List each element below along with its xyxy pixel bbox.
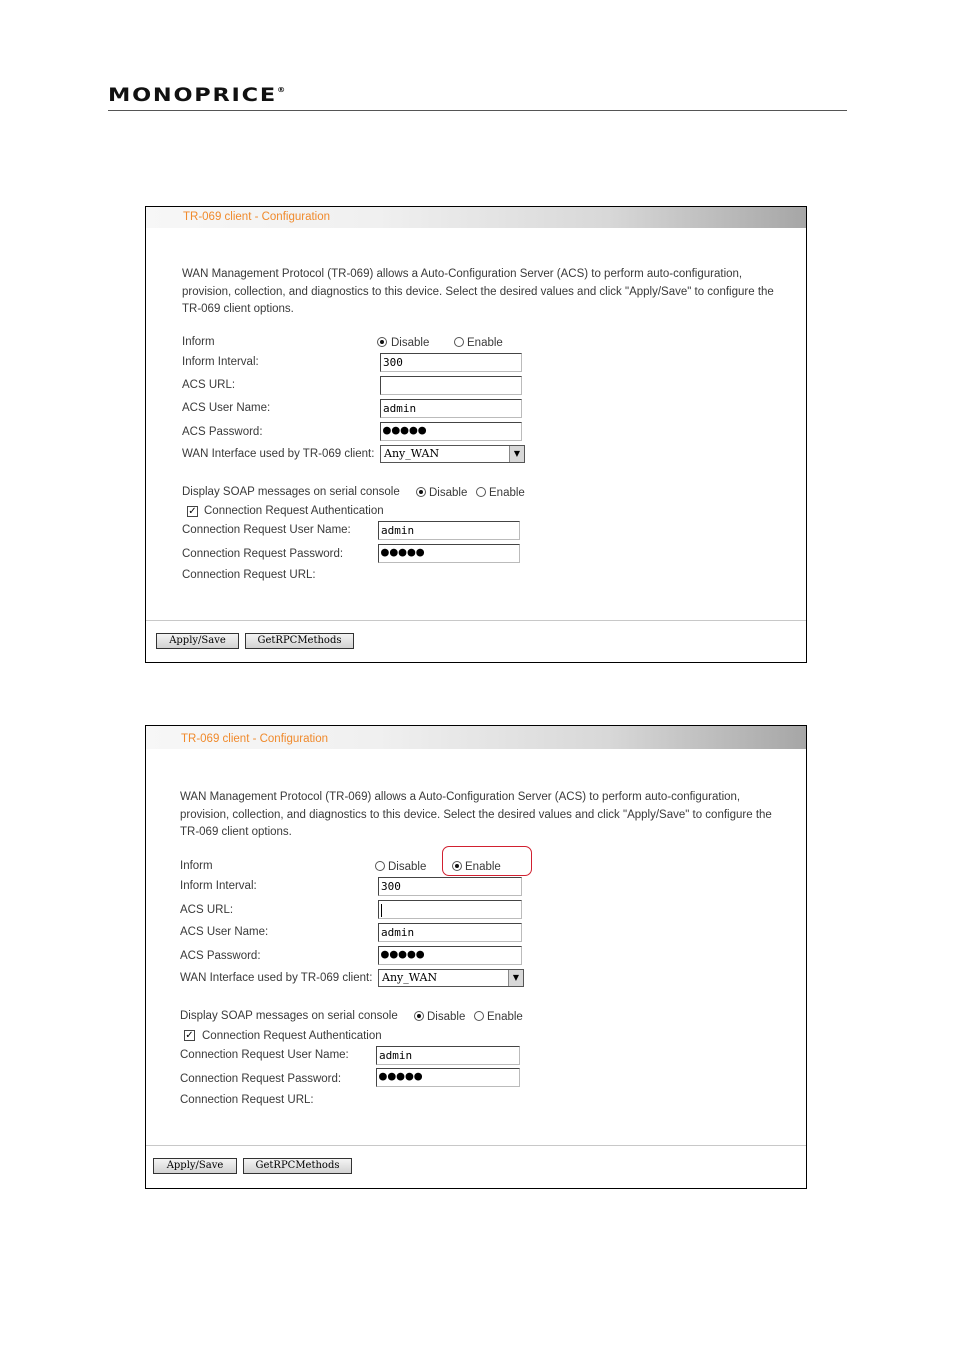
conn-user-name-label: Connection Request User Name: xyxy=(182,524,351,536)
conn-password-label: Connection Request Password: xyxy=(180,1073,342,1085)
inform-disable-label: Disable xyxy=(391,337,430,349)
conn-user-name-input[interactable]: admin xyxy=(376,1046,520,1065)
apply-save-button[interactable]: Apply/Save xyxy=(156,633,239,649)
acs-url-input[interactable] xyxy=(378,900,522,919)
acs-url-label: ACS URL: xyxy=(182,379,236,391)
description-text: WAN Management Protocol (TR-069) allows a Auto-Configuration Server (ACS) to perform auto-configuration, provision, collection, and diagnostics to this device. Select the desired values and click "Apply/Save" to configure the TR-069 client options. xyxy=(180,791,772,838)
soap-enable-label: Enable xyxy=(489,487,525,499)
apply-save-button[interactable]: Apply/Save xyxy=(153,1158,237,1174)
conn-password-input[interactable]: ●●●●● xyxy=(376,1068,520,1087)
soap-label: Display SOAP messages on serial console xyxy=(182,486,400,498)
inform-enable-radio[interactable] xyxy=(454,337,464,347)
get-rpc-methods-button[interactable]: GetRPCMethods xyxy=(245,633,354,649)
soap-disable-radio[interactable] xyxy=(416,487,426,497)
soap-disable-radio[interactable] xyxy=(414,1011,424,1021)
conn-url-label: Connection Request URL: xyxy=(180,1094,314,1106)
wan-interface-label: WAN Interface used by TR-069 client: xyxy=(180,972,373,984)
monoprice-logo: MONOPRICE® xyxy=(108,84,286,106)
wan-interface-select[interactable] xyxy=(378,969,524,987)
acs-user-name-label: ACS User Name: xyxy=(180,926,269,938)
acs-user-name-input[interactable]: admin xyxy=(378,923,522,942)
conn-password-input[interactable]: ●●●●● xyxy=(378,544,520,563)
soap-enable-label: Enable xyxy=(487,1011,523,1023)
acs-password-input[interactable]: ●●●●● xyxy=(378,946,522,965)
conn-password-label: Connection Request Password: xyxy=(182,548,344,560)
conn-auth-checkbox[interactable]: ✓ xyxy=(185,1030,194,1041)
panel-titlebar xyxy=(146,726,806,749)
get-rpc-methods-button[interactable]: GetRPCMethods xyxy=(243,1158,352,1174)
wan-interface-value: Any_WAN xyxy=(384,447,440,460)
inform-disable-label: Disable xyxy=(388,861,427,873)
inform-interval-label: Inform Interval: xyxy=(180,880,257,892)
inform-disable-radio[interactable] xyxy=(375,861,385,871)
soap-enable-radio[interactable] xyxy=(474,1011,484,1021)
panel-titlebar xyxy=(146,207,806,228)
enable-highlight-outline xyxy=(442,846,532,876)
description-text: WAN Management Protocol (TR-069) allows a Auto-Configuration Server (ACS) to perform auto-configuration, provision, collection, and diagnostics to this device. Select the desired values and click "Apply/Save" to configure the TR-069 client options. xyxy=(182,268,774,315)
soap-label: Display SOAP messages on serial console xyxy=(180,1010,398,1022)
conn-auth-checkbox[interactable]: ✓ xyxy=(188,506,197,517)
acs-password-label: ACS Password: xyxy=(182,426,263,438)
page-title: TR-069 client - Configuration xyxy=(181,733,329,745)
inform-disable-radio[interactable] xyxy=(377,337,387,347)
inform-enable-label: Enable xyxy=(465,861,501,873)
conn-auth-label: Connection Request Authentication xyxy=(204,505,384,517)
tr069-config-panel-1 xyxy=(145,206,807,663)
inform-interval-input[interactable]: 300 xyxy=(380,353,522,372)
acs-user-name-input[interactable]: admin xyxy=(380,399,522,418)
inform-interval-label: Inform Interval: xyxy=(182,356,259,368)
footer-divider xyxy=(146,1145,806,1146)
inform-enable-label: Enable xyxy=(467,337,503,349)
text-caret xyxy=(381,904,382,917)
acs-url-label: ACS URL: xyxy=(180,904,234,916)
acs-password-label: ACS Password: xyxy=(180,950,261,962)
conn-user-name-input[interactable]: admin xyxy=(378,521,520,540)
soap-disable-label: Disable xyxy=(429,487,468,499)
wan-interface-value: Any_WAN xyxy=(382,971,438,984)
soap-disable-label: Disable xyxy=(427,1011,466,1023)
chevron-down-icon[interactable]: ▼ xyxy=(509,446,524,462)
chevron-down-icon[interactable]: ▼ xyxy=(508,970,523,986)
acs-password-input[interactable]: ●●●●● xyxy=(380,422,522,441)
conn-user-name-label: Connection Request User Name: xyxy=(180,1049,349,1061)
wan-interface-label: WAN Interface used by TR-069 client: xyxy=(182,448,375,460)
acs-user-name-label: ACS User Name: xyxy=(182,402,271,414)
inform-interval-input[interactable]: 300 xyxy=(378,877,522,896)
conn-url-label: Connection Request URL: xyxy=(182,569,316,581)
soap-enable-radio[interactable] xyxy=(476,487,486,497)
page-title: TR-069 client - Configuration xyxy=(183,211,331,223)
inform-label: Inform xyxy=(180,860,213,872)
document-header xyxy=(108,86,847,111)
conn-auth-label: Connection Request Authentication xyxy=(202,1030,382,1042)
tr069-config-panel-2 xyxy=(145,725,807,1189)
wan-interface-select[interactable] xyxy=(380,445,525,463)
footer-divider xyxy=(146,620,806,621)
inform-label: Inform xyxy=(182,336,215,348)
acs-url-input[interactable] xyxy=(380,376,522,395)
